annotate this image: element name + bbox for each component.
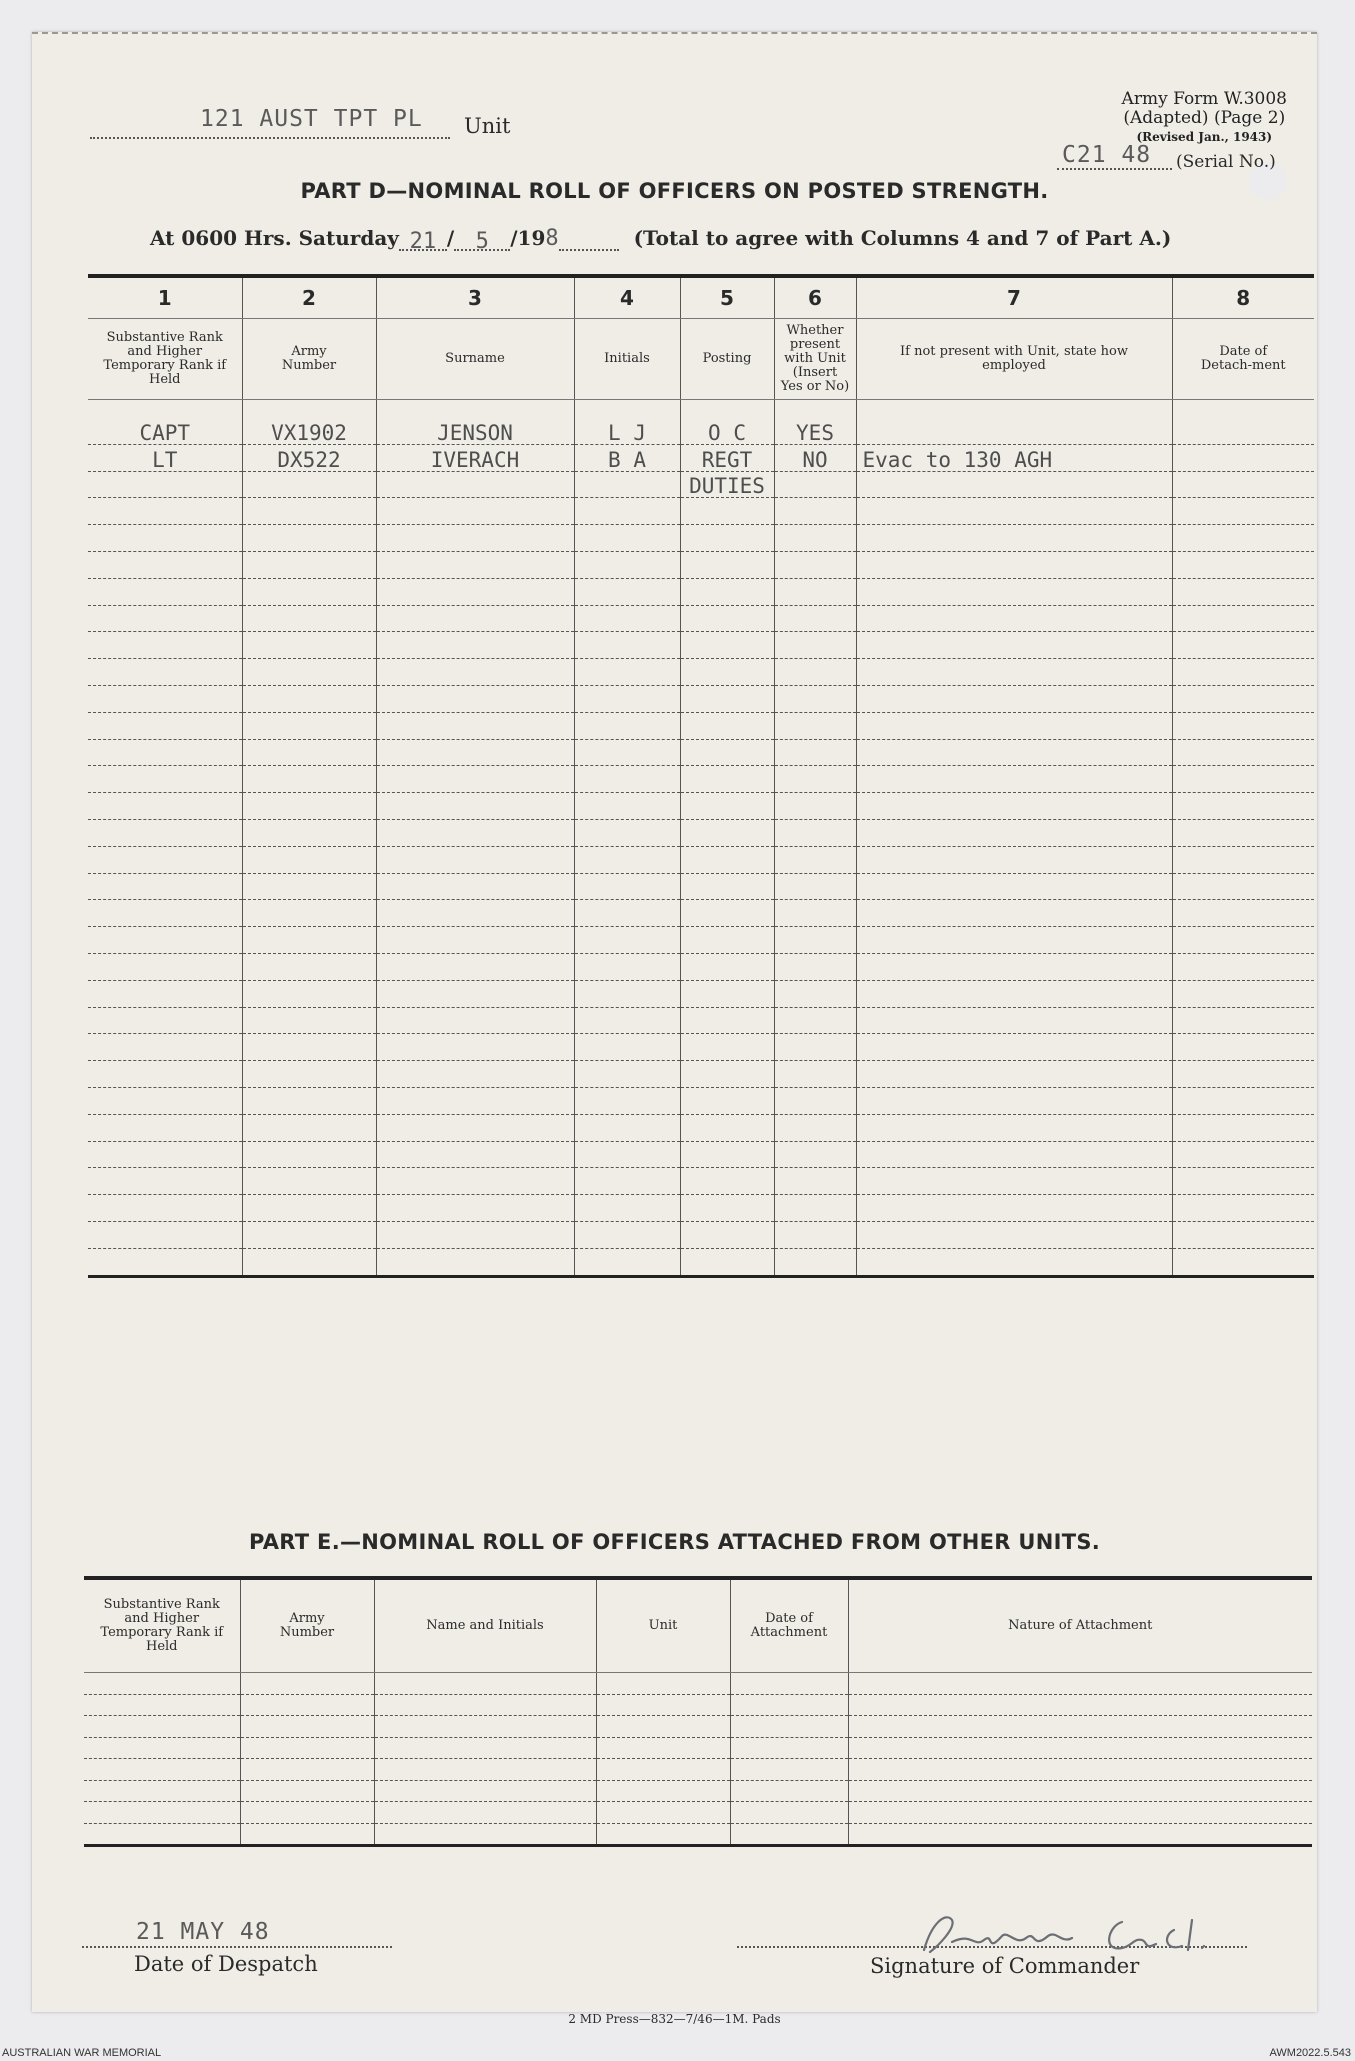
date-year: 8: [545, 226, 559, 251]
part-d-title: PART D—NOMINAL ROLL OF OFFICERS ON POSTED STRENGTH.: [300, 179, 1049, 203]
at-prefix: At 0600 Hrs. Saturday: [150, 226, 399, 250]
blank-row: [88, 1007, 1314, 1034]
blank-row: [88, 1114, 1314, 1141]
form-sheet: [32, 32, 1317, 2026]
how-employed-cell: [856, 471, 1172, 498]
blank-row: [88, 1141, 1314, 1168]
form-ref-line1: Army Form W.3008: [1121, 89, 1287, 109]
col-label: Army Number: [240, 1578, 374, 1673]
detachment-date-cell: [1172, 444, 1314, 471]
blank-row: [84, 1802, 1312, 1824]
col-label: Surname: [376, 319, 574, 400]
blank-row: [88, 873, 1314, 900]
blank-row: [84, 1737, 1312, 1759]
col-label: Date of Detach-ment: [1172, 319, 1314, 400]
surname-cell: JENSON: [376, 418, 574, 444]
posting-cell: O C: [680, 418, 774, 444]
col-label: Army Number: [242, 319, 376, 400]
table-row: [88, 418, 1314, 444]
col-label: Posting: [680, 319, 774, 400]
blank-row: [84, 1673, 1312, 1695]
blank-row: [88, 605, 1314, 632]
archive-credit: AUSTRALIAN WAR MEMORIAL: [2, 2047, 162, 2059]
blank-row: [88, 1061, 1314, 1088]
table-row: [88, 471, 1314, 498]
blank-row: [88, 1168, 1314, 1195]
date-line: At 0600 Hrs. Saturday 21 / 5 /198 (Total to agree with Columns 4 and 7 of Part A.): [150, 226, 1172, 254]
blank-row: [88, 953, 1314, 980]
blank-row: [84, 1759, 1312, 1781]
col-label: Initials: [574, 319, 680, 400]
total-note: (Total to agree with Columns 4 and 7 of Part A.): [633, 226, 1172, 250]
date-month: 5: [475, 229, 489, 254]
how-employed-cell: [856, 418, 1172, 444]
blank-row: [88, 900, 1314, 927]
column-label-row: [88, 319, 1314, 400]
serial-value: C21 48: [1062, 142, 1152, 168]
rank-cell: CAPT: [88, 418, 242, 444]
blank-row: [88, 1221, 1314, 1248]
surname-cell: [376, 471, 574, 498]
blank-row: [88, 766, 1314, 793]
col-label: Name and Initials: [374, 1578, 596, 1673]
blank-row: [88, 739, 1314, 766]
detachment-date-cell: [1172, 418, 1314, 444]
col-label: Date of Attachment: [730, 1578, 848, 1673]
blank-row: [88, 980, 1314, 1007]
press-line: 2 MD Press—832—7/46—1M. Pads: [568, 2012, 781, 2026]
blank-row: [84, 1716, 1312, 1738]
blank-row: [88, 551, 1314, 578]
blank-row: [88, 525, 1314, 552]
spacer-row: [88, 400, 1314, 419]
table-row: [88, 444, 1314, 471]
blank-row: [88, 819, 1314, 846]
col-label: If not present with Unit, state how employed: [856, 319, 1172, 400]
blank-row: [88, 793, 1314, 820]
blank-row: [88, 498, 1314, 525]
present-cell: NO: [774, 444, 856, 471]
present-cell: YES: [774, 418, 856, 444]
col-num: 7: [856, 276, 1172, 319]
posting-cell: DUTIES: [680, 471, 774, 498]
posting-cell: REGT: [680, 444, 774, 471]
detachment-date-cell: [1172, 471, 1314, 498]
army-number-cell: [242, 471, 376, 498]
col-label: Whether present with Unit (Insert Yes or No): [774, 319, 856, 400]
blank-row: [88, 1087, 1314, 1114]
col-num: 5: [680, 276, 774, 319]
col-label: Unit: [596, 1578, 730, 1673]
despatch-label: Date of Despatch: [134, 1952, 318, 1976]
unit-value: 121 AUST TPT PL: [200, 106, 423, 132]
initials-cell: B A: [574, 444, 680, 471]
col-num: 4: [574, 276, 680, 319]
col-label: Substantive Rank and Higher Temporary Rank if Held: [88, 319, 242, 400]
rank-cell: LT: [88, 444, 242, 471]
blank-row: [88, 578, 1314, 605]
part-e-header-row: [84, 1578, 1312, 1673]
form-ref-line2: (Adapted) (Page 2): [1123, 108, 1286, 128]
col-num: 3: [376, 276, 574, 319]
present-cell: [774, 471, 856, 498]
part-e-table: [84, 1576, 1312, 1847]
part-e-title: PART E.—NOMINAL ROLL OF OFFICERS ATTACHED FROM OTHER UNITS.: [248, 1530, 1101, 1554]
blank-row: [88, 712, 1314, 739]
army-number-cell: DX522: [242, 444, 376, 471]
despatch-date-value: 21 MAY 48: [136, 1919, 270, 1945]
rank-cell: [88, 471, 242, 498]
surname-cell: IVERACH: [376, 444, 574, 471]
blank-row: [88, 846, 1314, 873]
how-employed-cell: Evac to 130 AGH: [856, 444, 1172, 471]
blank-row: [88, 659, 1314, 686]
blank-row: [88, 632, 1314, 659]
form-reference: [1122, 90, 1287, 147]
date-year-prefix: /19: [510, 226, 546, 250]
initials-cell: L J: [574, 418, 680, 444]
blank-row: [88, 1195, 1314, 1222]
column-number-row: [88, 276, 1314, 319]
date-day: 21: [409, 229, 437, 254]
blank-row: [84, 1780, 1312, 1802]
blank-row: [88, 1248, 1314, 1276]
blank-row: [88, 685, 1314, 712]
blank-row: [84, 1694, 1312, 1716]
col-num: 1: [88, 276, 242, 319]
col-num: 2: [242, 276, 376, 319]
serial-line: [1057, 168, 1172, 170]
despatch-line: [82, 1946, 392, 1948]
part-d-table: [88, 274, 1314, 1278]
army-number-cell: VX1902: [242, 418, 376, 444]
form-ref-line3: (Revised Jan., 1943): [1136, 130, 1273, 144]
col-num: 8: [1172, 276, 1314, 319]
col-num: 6: [774, 276, 856, 319]
col-label: Nature of Attachment: [848, 1578, 1312, 1673]
blank-row: [88, 927, 1314, 954]
col-label: Substantive Rank and Higher Temporary Rank if Held: [84, 1578, 240, 1673]
unit-label: Unit: [464, 114, 511, 138]
archive-id: AWM2022.5.543: [1269, 2047, 1351, 2059]
blank-row: [88, 1034, 1314, 1061]
initials-cell: [574, 471, 680, 498]
serial-label: (Serial No.): [1176, 152, 1276, 172]
signature-label: Signature of Commander: [870, 1954, 1140, 1978]
commander-signature: [912, 1902, 1272, 1962]
blank-row: [84, 1823, 1312, 1846]
